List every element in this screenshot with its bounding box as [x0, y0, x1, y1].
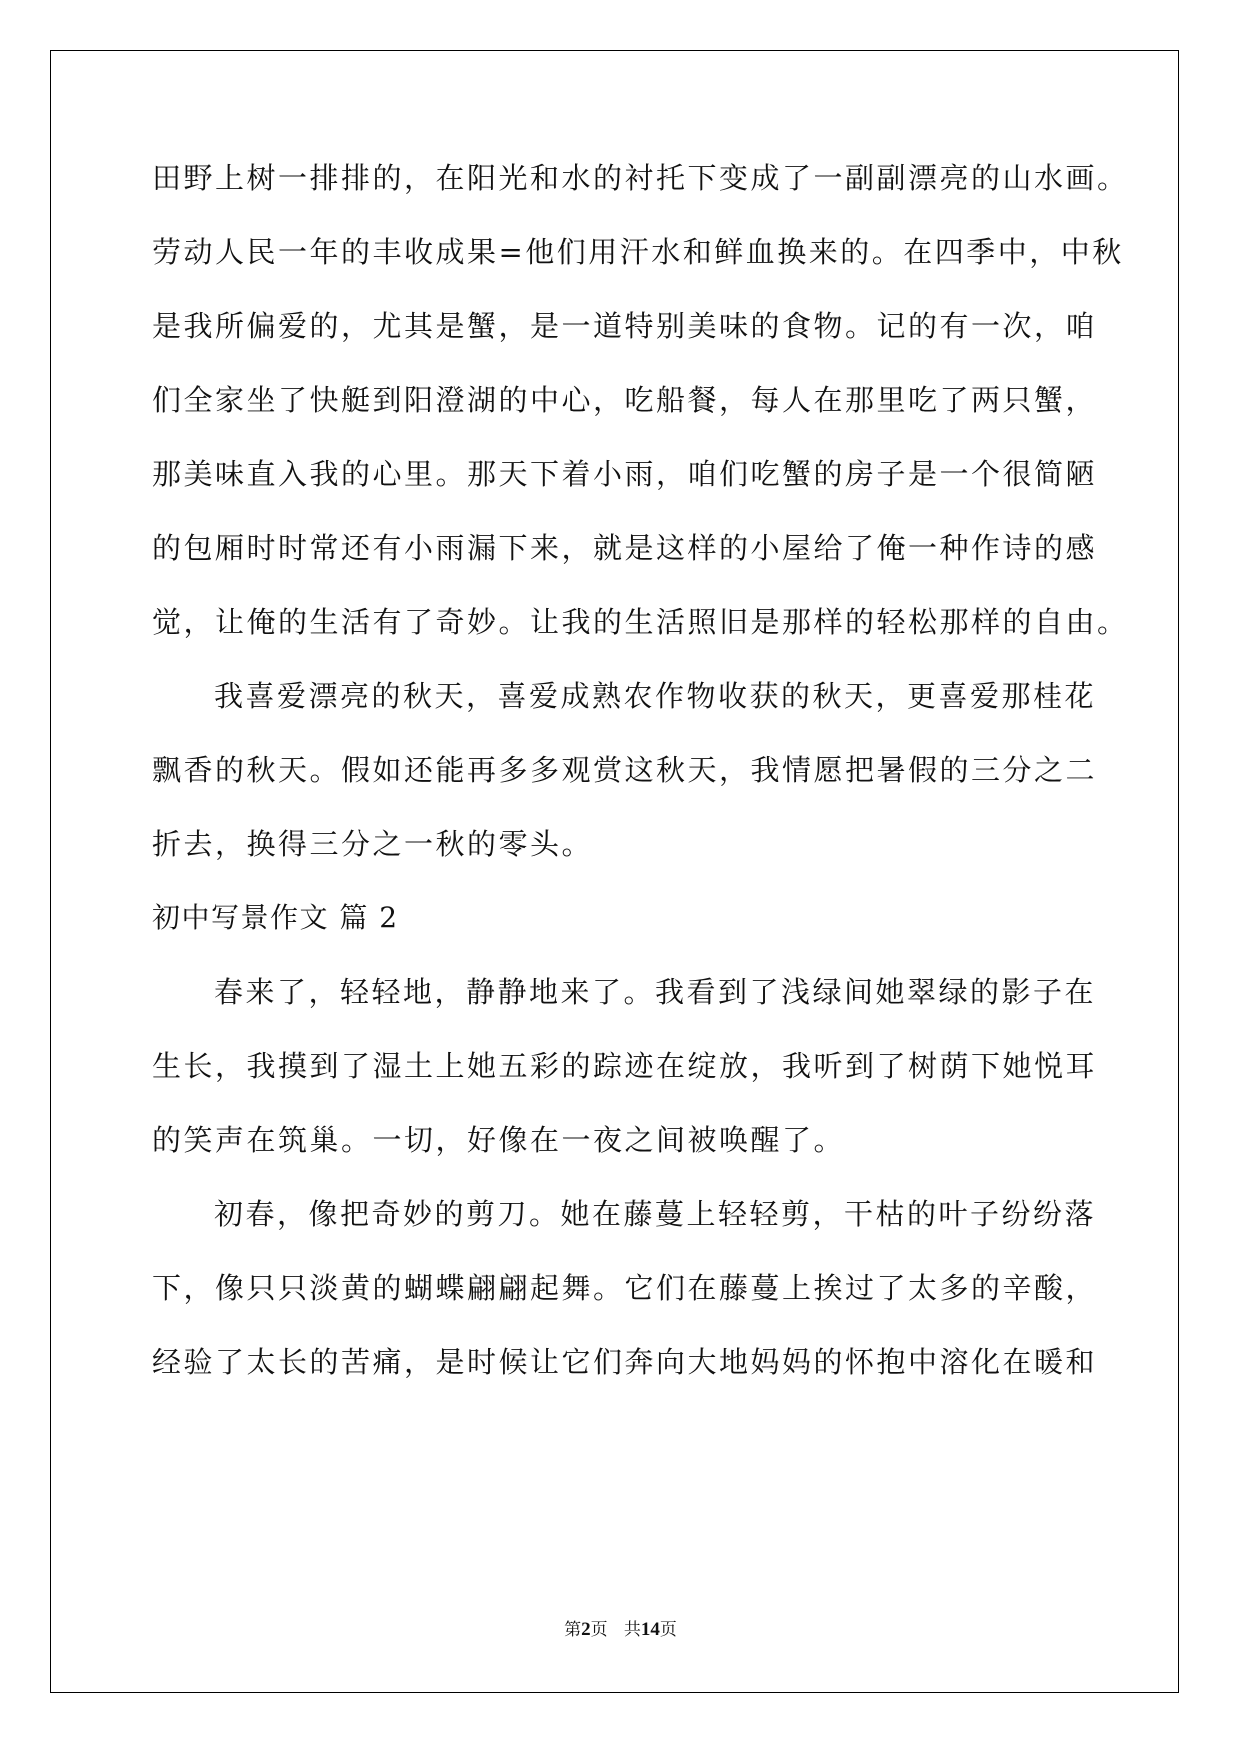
page-footer: [0, 1615, 1241, 1641]
text-line: 们全家坐了快艇到阳澄湖的中心，吃船餐，每人在那里吃了两只蟹，: [152, 383, 1098, 417]
text-line: 觉，让俺的生活有了奇妙。让我的生活照旧是那样的轻松那样的自由。: [152, 605, 1129, 639]
text-line: 下，像只只淡黄的蝴蝶翩翩起舞。它们在藤蔓上挨过了太多的辛酸，: [152, 1271, 1098, 1305]
document-body: [152, 152, 1129, 1410]
text-line: 飘香的秋天。假如还能再多多观赏这秋天，我情愿把暑假的三分之二: [152, 753, 1098, 787]
footer-prefix: 第: [564, 1620, 582, 1640]
current-page-number: 2: [581, 1619, 591, 1640]
text-line: 田野上树一排排的，在阳光和水的衬托下变成了一副副漂亮的山水画。: [152, 161, 1129, 195]
footer-page-suffix: 页: [590, 1620, 608, 1640]
footer-total-prefix: 共: [623, 1620, 641, 1640]
text-line: 是我所偏爱的，尤其是蟹，是一道特别美味的食物。记的有一次，咱: [152, 309, 1098, 343]
text-line: 劳动人民一年的丰收成果=他们用汗水和鲜血换来的。在四季中，中秋: [152, 235, 1124, 269]
text-line: 折去，换得三分之一秋的零头。: [152, 827, 594, 861]
text-line: 那美味直入我的心里。那天下着小雨，咱们吃蟹的房子是一个很简陋: [152, 457, 1098, 491]
paragraph-start-line: 我喜爱漂亮的秋天，喜爱成熟农作物收获的秋天，更喜爱那桂花: [214, 679, 1097, 713]
text-line: 经验了太长的苦痛，是时候让它们奔向大地妈妈的怀抱中溶化在暖和: [152, 1345, 1098, 1379]
paragraph-start-line: 春来了，轻轻地，静静地来了。我看到了浅绿间她翠绿的影子在: [214, 975, 1097, 1009]
paragraph-start-line: 初春，像把奇妙的剪刀。她在藤蔓上轻轻剪，干枯的叶子纷纷落: [214, 1197, 1097, 1231]
text-line: 的包厢时时常还有小雨漏下来，就是这样的小屋给了俺一种作诗的感: [152, 531, 1098, 565]
section-heading: 初中写景作文 篇 2: [152, 901, 399, 934]
total-page-count: 14: [640, 1619, 660, 1640]
text-line: 的笑声在筑巢。一切，好像在一夜之间被唤醒了。: [152, 1123, 846, 1157]
text-line: 生长，我摸到了湿土上她五彩的踪迹在绽放，我听到了树荫下她悦耳: [152, 1049, 1098, 1083]
footer-total-suffix: 页: [659, 1620, 677, 1640]
